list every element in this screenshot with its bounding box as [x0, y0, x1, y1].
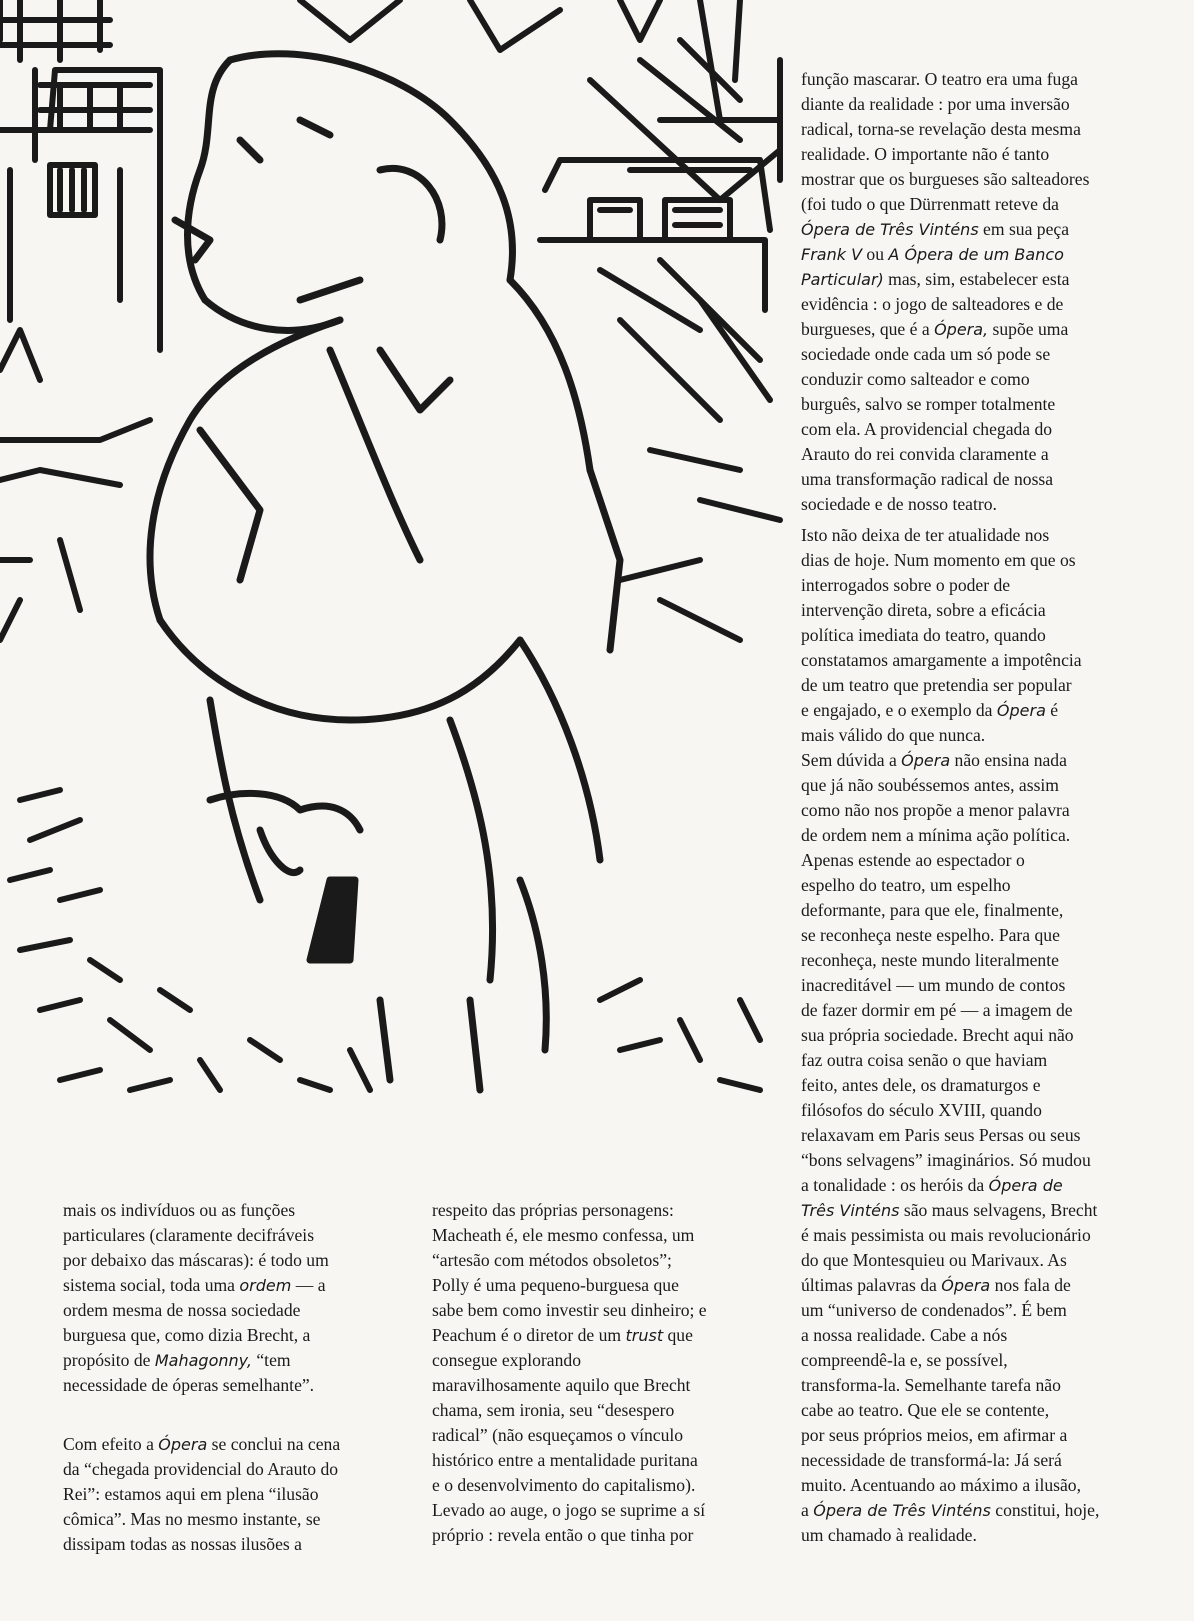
building-left-icon: [0, 0, 160, 485]
man-head-icon: [175, 54, 513, 331]
middle-paragraph-1: respeito das próprias personagens: Macheath é, ele mesmo confessa, um “artesão com métodos obsoletos”; Polly é uma pequeno-burguesa que sabe bem como investir seu dinheiro; e Peachum é o diretor de um trust que consegue explorando maravilhosamente aquilo que Brecht chama, sem ironia, seu “desespero radical” (não esqueçamos o vínculo histórico entre a mentalidade puritana e o desenvolvimento do capitalismo). Levado ao auge, o jogo se suprime a sí próprio : revela então o que tinha por: [432, 1200, 707, 1545]
middle-text-column: [432, 1198, 772, 1548]
man-with-cigar-illustration: [0, 0, 795, 1200]
tower-icon: [300, 0, 780, 200]
right-paragraph-1: função mascarar. O teatro era uma fuga diante da realidade : por uma inversão radical, torna-se revelação desta mesma realidade. O importante não é tanto mostrar que os burgueses são salteadores (foi tudo o que Dürrenmatt reteve da Ópera de Três Vinténs em sua peça Frank V ou A Ópera de um Banco Particular) mas, sim, estabelecer esta evidência : o jogo de salteadores e de burgueses, que é a Ópera, supõe uma sociedade onde cada um só pode se conduzir como salteador e como burguês, salvo se romper totalmente com ela. A providencial chegada do Arauto do rei convida claramente a uma transformação radical de nossa sociedade e de nosso teatro.: [801, 69, 1090, 514]
right-text-column: [801, 67, 1176, 1548]
right-paragraph-2: Isto não deixa de ter atualidade nos dias de hoje. Num momento em que os interrogados sobre o poder de intervenção direta, sobre a eficácia política imediata do teatro, quando constatamos amargamente a impotência de um teatro que pretendia ser popular e engajado, e o exemplo da Ópera é mais válido do que nunca.: [801, 525, 1082, 745]
left-paragraph-2: Com efeito a Ópera se conclui na cena da “chegada providencial do Arauto do Rei”: estamos aqui em plena “ilusão cômica”. Mas no mesmo instante, se dissipam todas as nossas ilusões a: [63, 1434, 341, 1554]
left-text-column: [63, 1198, 408, 1557]
man-suit-icon: [150, 280, 620, 1090]
left-paragraph-1: mais os indivíduos ou as funções particulares (claramente decifráveis por debaixo das máscaras): é todo um sistema social, toda uma ordem — a ordem mesma de nossa sociedade burguesa que, como dizia Brecht, a propósito de Mahagonny, “tem necessidade de óperas semelhante”.: [63, 1200, 329, 1395]
right-paragraph-3: Sem dúvida a Ópera não ensina nada que já não soubéssemos antes, assim como não nos propõe a menor palavra de ordem nem a mínima ação política. Apenas estende ao espectador o espelho do teatro, um espelho deformante, para que ele, finalmente, se reconheça neste espelho. Para que reconheça, neste mundo literalmente inacreditável — um mundo de contos de fazer dormir em pé — a imagem de sua própria sociedade. Brecht aqui não faz outra coisa senão o que haviam feito, antes dele, os dramaturgos e filósofos do século XVIII, quando relaxavam em Paris seus Persas ou seus “bons selvagens” imaginários. Só mudou a tonalidade : os heróis da Ópera de Três Vinténs são maus selvagens, Brecht é mais pessimista ou mais revolucionário do que Montesquieu ou Marivaux. As últimas palavras da Ópera nos fala de um “universo de condenados”. É bem a nossa realidade. Cabe a nós compreendê-la e, se possível, transforma-la. Semelhante tarefa não cabe ao teatro. Que ele se contente, por seus próprios meios, em afirmar a necessidade de transformá-la: Já será muito. Acentuando ao máximo a ilusão, a Ópera de Três Vinténs constitui, hoje, um chamado à realidade.: [801, 750, 1100, 1545]
